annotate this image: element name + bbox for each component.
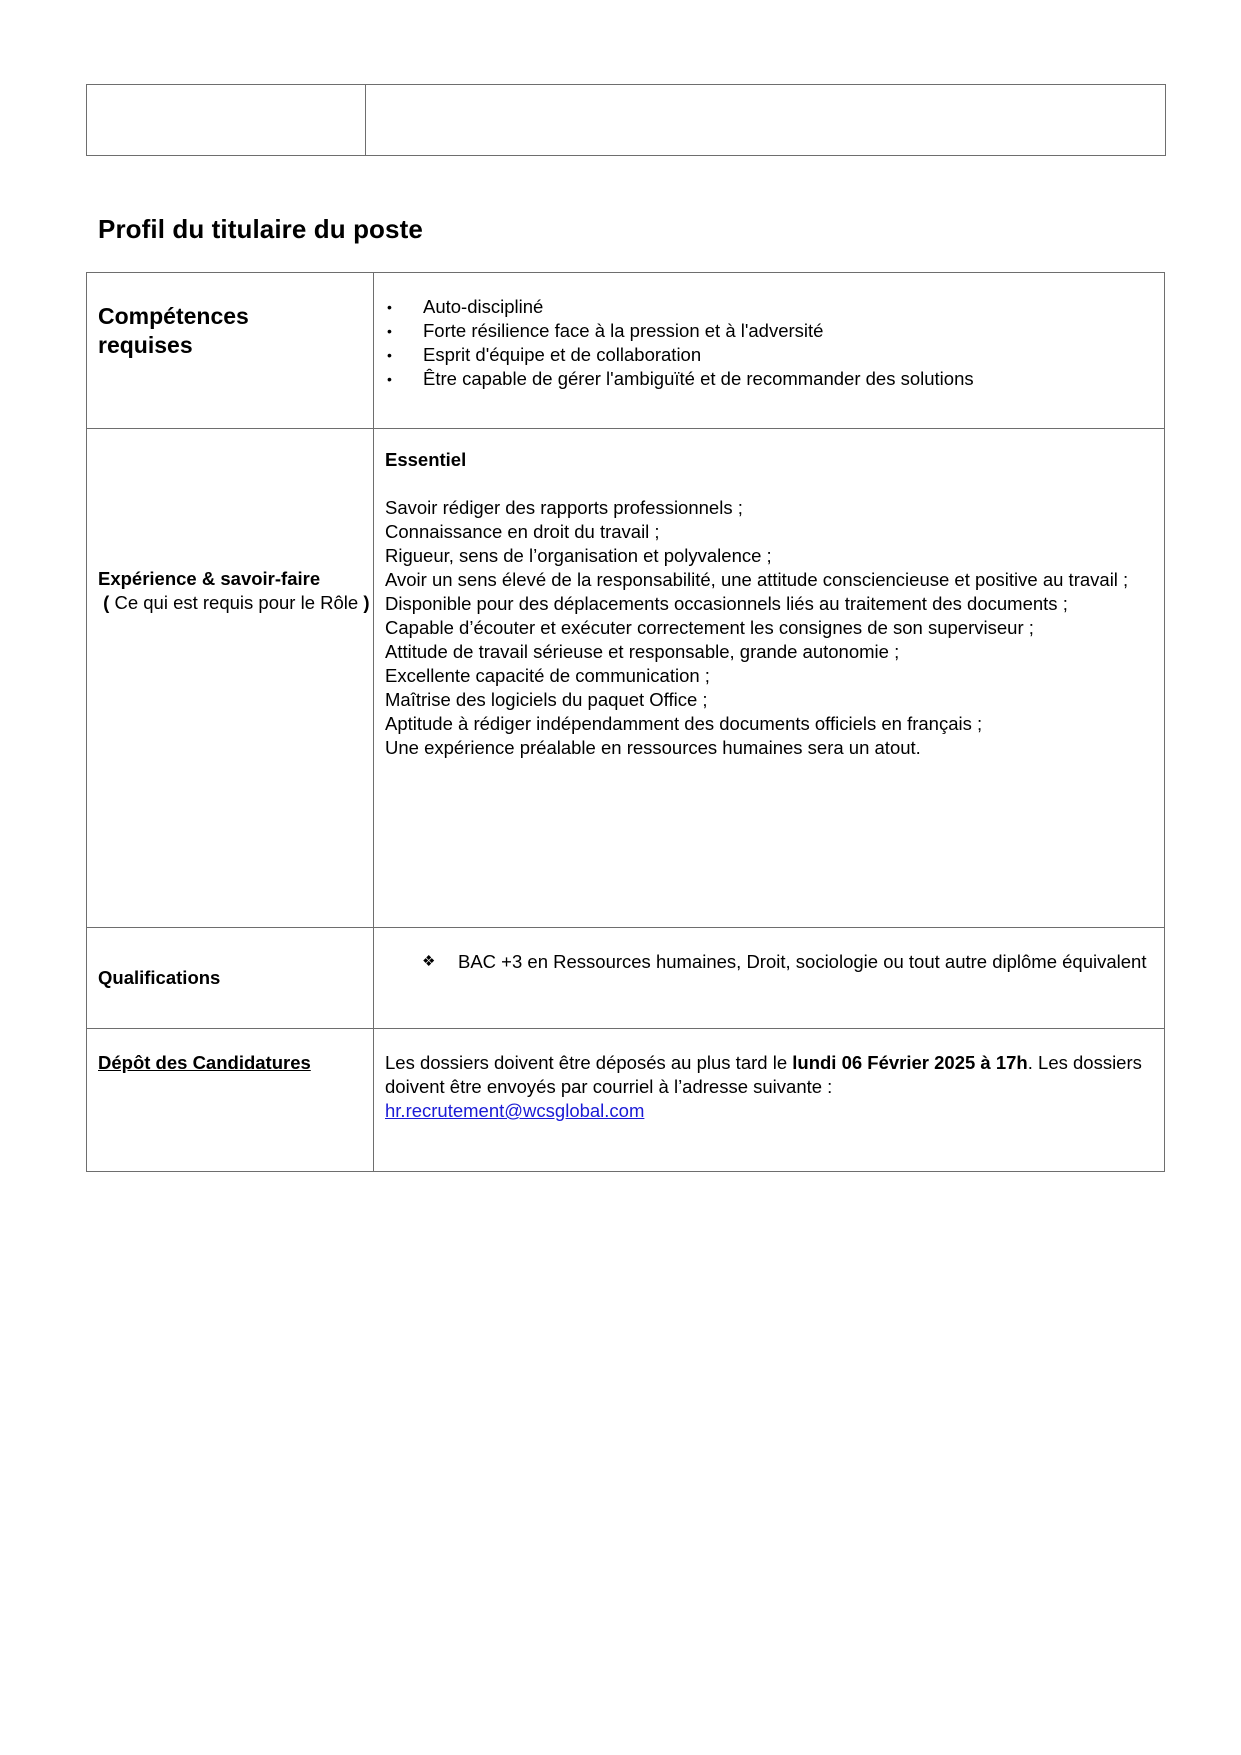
profile-table <box>86 272 1165 1172</box>
table-row-qualifications <box>87 928 1165 1029</box>
table-row-competences <box>87 273 1165 429</box>
competence-text: Forte résilience face à la pression et à l'adversité <box>423 320 824 341</box>
list-item <box>385 367 1164 391</box>
experience-sub-text: Ce qui est requis pour le Rôle <box>109 592 364 613</box>
bullet-icon: • <box>387 371 392 387</box>
essentiel-heading: Essentiel <box>385 449 467 470</box>
competences-list <box>385 273 1164 391</box>
experience-line: Capable d’écouter et exécuter correctement les consignes de son superviseur ; <box>385 617 1034 638</box>
experience-line: Rigueur, sens de l’organisation et polyvalence ; <box>385 545 772 566</box>
competence-text: Être capable de gérer l'ambiguïté et de recommander des solutions <box>423 368 974 389</box>
experience-label-main: Expérience & savoir-faire <box>98 568 321 589</box>
qualifications-label: Qualifications <box>87 928 374 1029</box>
competences-value <box>374 273 1165 429</box>
list-item <box>385 343 1164 367</box>
empty-table-top <box>86 84 1166 156</box>
paren-open: ( <box>103 592 110 613</box>
empty-cell-right <box>366 85 1166 156</box>
depot-label: Dépôt des Candidatures <box>87 1029 374 1172</box>
list-item <box>385 295 1164 319</box>
experience-value <box>374 429 1165 928</box>
experience-lines <box>385 496 1164 760</box>
table-row <box>87 85 1166 156</box>
depot-value <box>374 1029 1165 1172</box>
depot-text-after: . Les dossiers doivent être envoyés par courriel à l’adresse suivante : <box>385 1052 1142 1097</box>
email-link[interactable]: hr.recrutement@wcsglobal.com <box>385 1100 645 1121</box>
section-heading: Profil du titulaire du poste <box>98 214 423 244</box>
bullet-icon: • <box>387 347 392 363</box>
qualifications-value <box>374 928 1165 1029</box>
bullet-icon: • <box>387 299 392 315</box>
competences-label-line1: Compétences <box>98 303 249 329</box>
table-row-experience <box>87 429 1165 928</box>
experience-line: Connaissance en droit du travail ; <box>385 521 660 542</box>
list-item <box>385 319 1164 343</box>
experience-label <box>87 429 374 928</box>
diamond-bullet-icon: ❖ <box>422 953 436 970</box>
bullet-icon: • <box>387 323 392 339</box>
qualification-text: BAC +3 en Ressources humaines, Droit, sociologie ou tout autre diplôme équivalent <box>458 951 1147 972</box>
experience-line: Avoir un sens élevé de la responsabilité, une attitude consciencieuse et positive au travail ; <box>385 569 1129 590</box>
experience-label-sub <box>98 591 373 615</box>
competences-label <box>87 273 374 429</box>
experience-line: Disponible pour des déplacements occasionnels liés au traitement des documents ; <box>385 593 1068 614</box>
experience-line: Savoir rédiger des rapports professionnels ; <box>385 497 743 518</box>
depot-text-before: Les dossiers doivent être déposés au plus tard le <box>385 1052 793 1073</box>
depot-deadline: lundi 06 Février 2025 à 17h <box>792 1052 1028 1073</box>
experience-line: Attitude de travail sérieuse et responsable, grande autonomie ; <box>385 641 900 662</box>
list-item <box>385 928 1164 976</box>
experience-line: Une expérience préalable en ressources humaines sera un atout. <box>385 737 921 758</box>
experience-line: Excellente capacité de communication ; <box>385 665 710 686</box>
experience-line: Aptitude à rédiger indépendamment des documents officiels en français ; <box>385 713 983 734</box>
depot-text <box>385 1029 1164 1123</box>
competences-label-line2: requises <box>98 332 193 358</box>
table-row-depot <box>87 1029 1165 1172</box>
paren-close: ) <box>363 592 370 613</box>
empty-cell-left <box>87 85 366 156</box>
competence-text: Auto-discipliné <box>423 296 544 317</box>
experience-line: Maîtrise des logiciels du paquet Office ; <box>385 689 708 710</box>
competence-text: Esprit d'équipe et de collaboration <box>423 344 702 365</box>
